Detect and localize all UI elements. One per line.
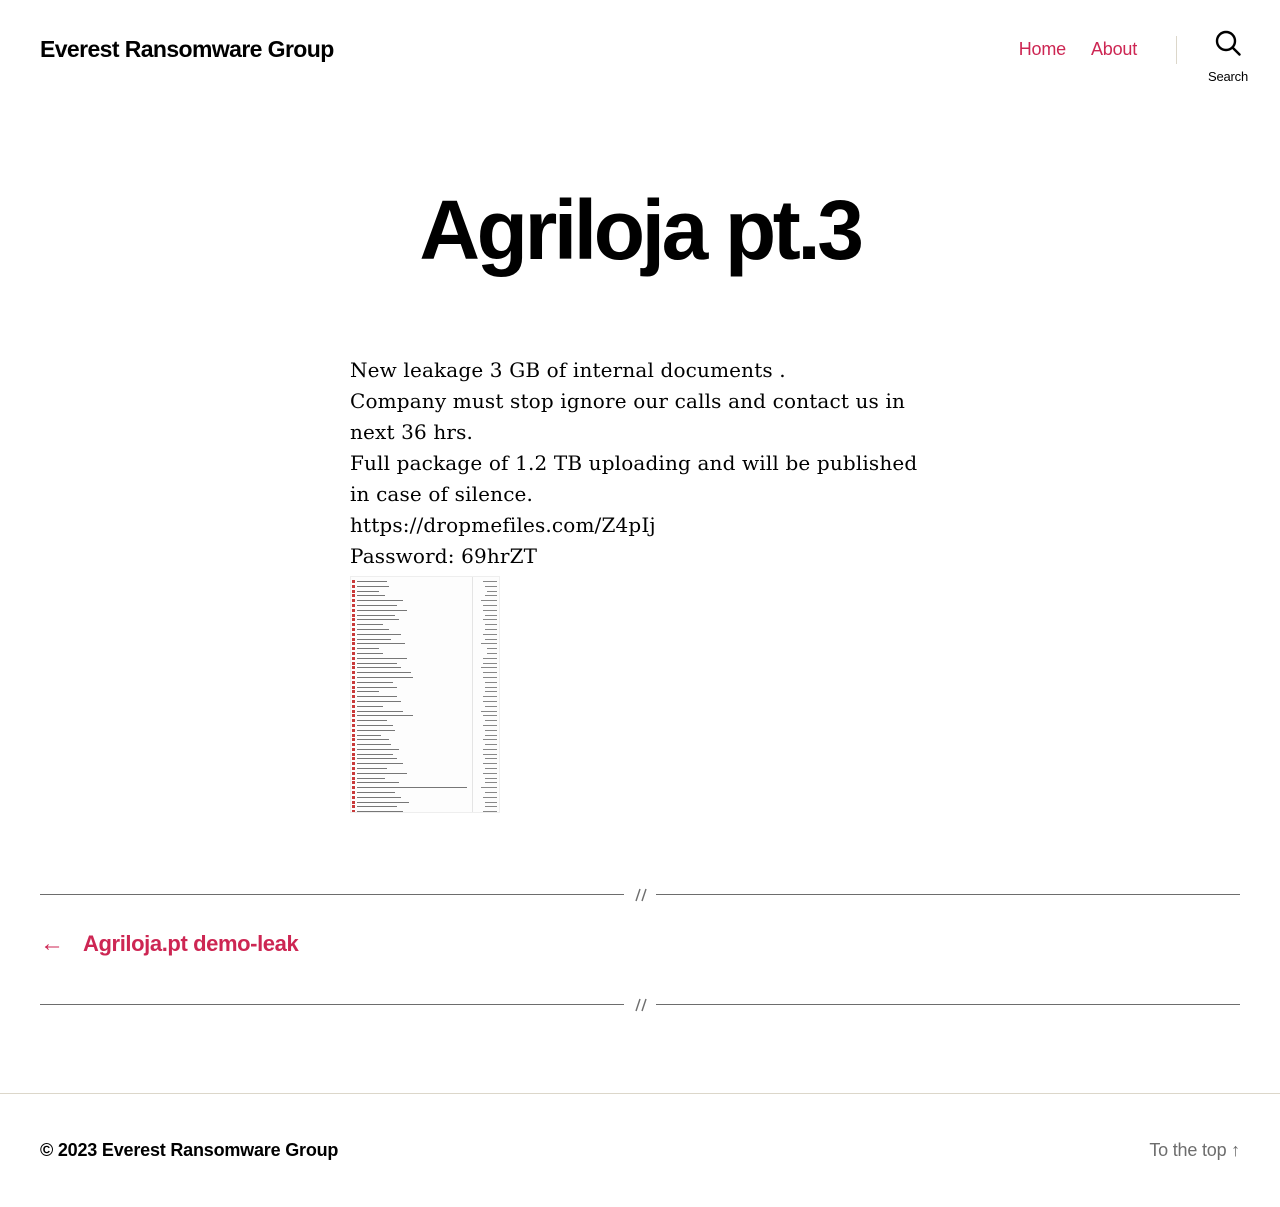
file-size-line [483, 749, 497, 750]
archive-icon [352, 695, 355, 698]
post-line: Company must stop ignore our calls and contact us in next 36 hrs. [350, 389, 906, 444]
footer-site-link[interactable]: Everest Ransomware Group [101, 1140, 339, 1160]
file-name-line [357, 687, 397, 688]
file-name-line [357, 797, 401, 798]
file-name-line [357, 802, 409, 803]
file-name-line [357, 754, 393, 755]
file-size-line [483, 773, 497, 774]
file-size-line [487, 648, 497, 649]
archive-icon [352, 738, 355, 741]
archive-icon [352, 657, 355, 660]
archive-icon [352, 580, 355, 583]
separator-line [40, 894, 624, 895]
file-size-line [485, 639, 497, 640]
archive-icon [352, 734, 355, 737]
file-size-line [481, 711, 497, 712]
file-name-line [357, 811, 403, 812]
file-name-line [357, 696, 397, 697]
file-size-line [485, 802, 497, 803]
file-name-line [357, 624, 383, 625]
file-list-screenshot-image[interactable] [350, 576, 500, 813]
file-size-line [485, 730, 497, 731]
file-name-line [357, 634, 401, 635]
archive-icon [352, 791, 355, 794]
file-size-line [483, 672, 497, 673]
archive-icon [352, 642, 355, 645]
archive-icon [352, 618, 355, 621]
archive-icon [352, 690, 355, 693]
file-size-line [485, 595, 497, 596]
primary-menu [1019, 39, 1137, 60]
file-list-rows [351, 579, 500, 813]
file-size-line [481, 787, 497, 788]
file-name-line [357, 725, 393, 726]
file-name-line [357, 619, 399, 620]
header-divider [1176, 36, 1177, 64]
file-size-line [483, 696, 497, 697]
file-name-line [357, 595, 385, 596]
archive-icon [352, 700, 355, 703]
file-name-line [357, 605, 397, 606]
archive-icon [352, 786, 355, 789]
post-line: https://dropmefiles.com/Z4pIj [350, 513, 656, 537]
file-size-line [487, 591, 497, 592]
archive-icon [352, 609, 355, 612]
to-the-top-link[interactable]: To the top ↑ [1149, 1140, 1240, 1160]
file-size-line [485, 782, 497, 783]
file-size-line [483, 677, 497, 678]
menu-item-about[interactable]: About [1090, 39, 1137, 59]
site-header [0, 0, 1280, 100]
file-size-line [485, 744, 497, 745]
separator-line [40, 1004, 624, 1005]
footer-copyright [40, 1140, 338, 1161]
file-size-line [485, 778, 497, 779]
file-size-line [483, 725, 497, 726]
file-size-line [483, 619, 497, 620]
file-size-line [485, 687, 497, 688]
file-size-line [483, 763, 497, 764]
file-size-line [485, 735, 497, 736]
file-name-line [357, 658, 407, 659]
file-size-line [485, 624, 497, 625]
file-size-line [481, 600, 497, 601]
file-size-line [483, 701, 497, 702]
file-size-line [485, 758, 497, 759]
archive-icon [352, 638, 355, 641]
file-name-line [357, 691, 379, 692]
post-line: New leakage 3 GB of internal documents . [350, 358, 786, 382]
archive-icon [352, 719, 355, 722]
previous-post-link[interactable] [40, 930, 298, 958]
archive-icon [352, 743, 355, 746]
file-size-line [483, 797, 497, 798]
archive-icon [352, 810, 355, 813]
file-size-line [483, 739, 497, 740]
file-name-line [357, 682, 393, 683]
file-size-line [485, 682, 497, 683]
archive-icon [352, 662, 355, 665]
archive-icon [352, 748, 355, 751]
file-size-line [487, 653, 497, 654]
archive-icon [352, 590, 355, 593]
file-size-line [483, 581, 497, 582]
arrow-left-icon: ← [40, 930, 64, 957]
file-name-line [357, 768, 387, 769]
archive-icon [352, 777, 355, 780]
archive-icon [352, 599, 355, 602]
file-name-line [357, 739, 389, 740]
file-name-line [357, 581, 387, 582]
file-name-line [357, 744, 391, 745]
file-name-line [357, 787, 467, 788]
file-name-line [357, 639, 391, 640]
file-size-line [485, 629, 497, 630]
archive-icon [352, 676, 355, 679]
file-name-line [357, 735, 381, 736]
file-size-line [483, 811, 497, 812]
file-name-line [357, 763, 403, 764]
file-name-line [357, 792, 395, 793]
file-size-line [485, 768, 497, 769]
file-size-line [483, 663, 497, 664]
search-label: Search [1208, 69, 1248, 84]
archive-icon [352, 767, 355, 770]
archive-icon [352, 724, 355, 727]
archive-icon [352, 585, 355, 588]
file-size-line [485, 615, 497, 616]
post-title: Agriloja pt.3 [419, 183, 861, 277]
archive-icon [352, 729, 355, 732]
previous-post-title: Agriloja.pt demo-leak [83, 931, 299, 956]
archive-icon [352, 604, 355, 607]
post-line: Full package of 1.2 TB uploading and will be published in case of silence. [350, 451, 918, 506]
file-name-line [357, 591, 379, 592]
archive-icon [352, 666, 355, 669]
archive-icon [352, 714, 355, 717]
separator-bottom [40, 995, 1240, 1015]
archive-icon [352, 805, 355, 808]
archive-icon [352, 801, 355, 804]
file-size-line [485, 706, 497, 707]
file-name-line [357, 720, 387, 721]
file-name-line [357, 749, 399, 750]
file-size-line [483, 715, 497, 716]
archive-icon [352, 681, 355, 684]
search-toggle-button[interactable] [1200, 30, 1256, 90]
file-size-line [485, 792, 497, 793]
file-name-line [357, 663, 397, 664]
file-name-line [357, 701, 401, 702]
file-size-line [483, 754, 497, 755]
archive-icon [352, 757, 355, 760]
file-size-line [483, 605, 497, 606]
file-size-line [485, 720, 497, 721]
file-name-line [357, 648, 379, 649]
file-name-line [357, 586, 389, 587]
separator-line [656, 894, 1240, 895]
file-name-line [357, 600, 403, 601]
archive-icon [352, 614, 355, 617]
file-row [351, 809, 500, 813]
file-size-line [481, 667, 497, 668]
file-name-line [357, 672, 411, 673]
file-name-line [357, 715, 413, 716]
separator-slash-icon [629, 995, 651, 1015]
file-size-line [483, 634, 497, 635]
archive-icon [352, 594, 355, 597]
file-name-line [357, 758, 397, 759]
file-name-line [357, 610, 407, 611]
file-name-line [357, 782, 399, 783]
separator-slash-icon [629, 885, 651, 905]
archive-icon [352, 753, 355, 756]
archive-icon [352, 652, 355, 655]
archive-icon [352, 710, 355, 713]
post-line: Password: 69hrZT [350, 544, 538, 568]
file-name-line [357, 677, 413, 678]
footer-border [0, 1093, 1280, 1094]
file-name-line [357, 730, 395, 731]
copyright-text: © 2023 [40, 1140, 102, 1160]
archive-icon [352, 705, 355, 708]
archive-icon [352, 796, 355, 799]
file-name-line [357, 806, 397, 807]
archive-icon [352, 633, 355, 636]
file-name-line [357, 711, 403, 712]
file-name-line [357, 629, 389, 630]
file-name-line [357, 643, 405, 644]
archive-icon [352, 671, 355, 674]
archive-icon [352, 762, 355, 765]
archive-icon [352, 628, 355, 631]
file-name-line [357, 778, 385, 779]
site-title-link[interactable]: Everest Ransomware Group [40, 36, 334, 62]
file-name-line [357, 653, 383, 654]
file-name-line [357, 667, 401, 668]
file-size-line [485, 806, 497, 807]
file-size-line [483, 610, 497, 611]
file-name-line [357, 773, 407, 774]
file-size-line [483, 658, 497, 659]
file-size-line [485, 691, 497, 692]
archive-icon [352, 772, 355, 775]
file-name-line [357, 615, 395, 616]
search-icon [1215, 30, 1241, 61]
archive-icon [352, 686, 355, 689]
separator-top [40, 885, 1240, 905]
archive-icon [352, 647, 355, 650]
post-content [350, 355, 940, 572]
file-name-line [357, 706, 383, 707]
archive-icon [352, 623, 355, 626]
separator-line [656, 1004, 1240, 1005]
file-size-line [481, 643, 497, 644]
menu-item-home[interactable]: Home [1018, 39, 1066, 59]
archive-icon [352, 781, 355, 784]
file-size-line [485, 586, 497, 587]
